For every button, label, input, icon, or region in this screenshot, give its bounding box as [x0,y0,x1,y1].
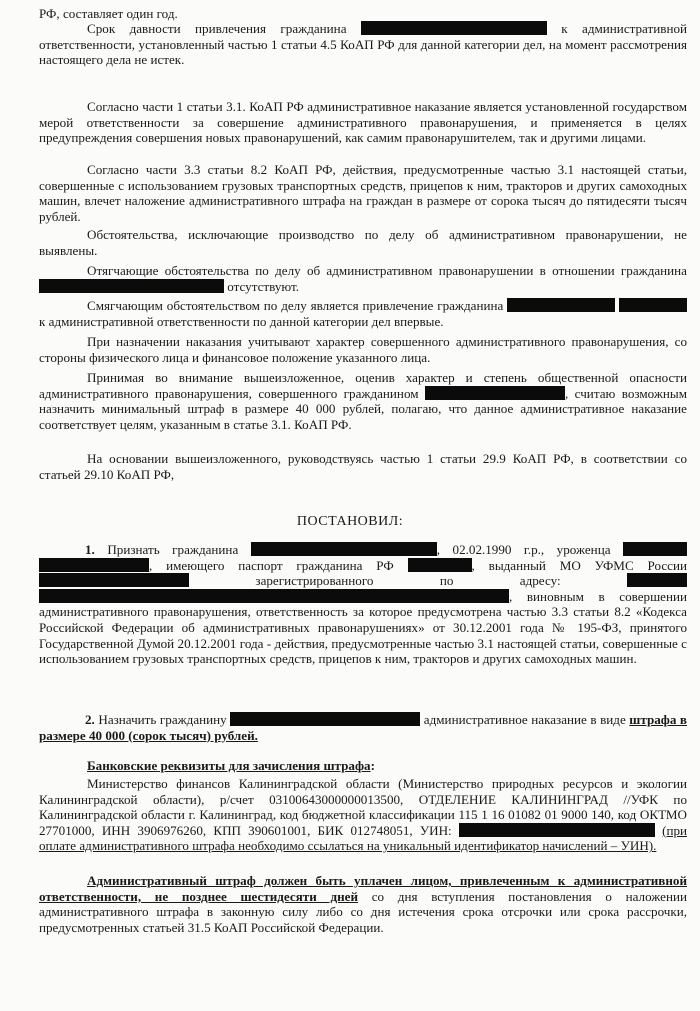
paragraph-considering: Принимая во внимание вышеизложенное, оценив характер и степень общественной опасности административного правонарушения, совершенного гражданином , считаю возможным назначить минимальный штраф в размере 40 000 рублей, полагаю, что данное административное наказание соответствует целям, указанным в статье 3.1. КоАП РФ. [39,370,687,432]
paragraph-excluding-circumstances: Обстоятельства, исключающие производство по делу об административном правонарушении, не выявлены. [39,227,687,258]
redacted-name [251,542,437,556]
redacted-uin [459,823,655,837]
resolution-item-2: 2. Назначить гражданину административное наказание в виде штрафа в размере 40 000 (сорок тысяч) рублей. [39,712,687,743]
redacted-name [230,712,420,726]
redacted-name-continued [619,298,687,312]
bank-details: Министерство финансов Калининградской области (Министерство природных ресурсов и экологии Калининградской области), р/счет 03100643000000013500, ОТДЕЛЕНИЕ КАЛИНИНГРАД //УФК по Калининградской области г. Калининград, код бюджетной классификации 115 1 16 01082 01 9000 140, код ОКТМО 27701000, ИНН 3906976260, КПП 390601001, БИК 012748051, УИН: (при оплате административного штрафа необходимо ссылаться на уникальный идентификатор начислений – УИН). [39,776,687,854]
redacted-address [627,573,687,587]
payment-deadline: Административный штраф должен быть уплачен лицом, привлеченным к административной ответственности, не позднее шестидесяти дней со дня вступления постановления о наложении административного штрафа в законную силу либо со дня истечения срока отсрочки или срока рассрочки, предусмотренных статьей 31.5 КоАП Российской Федерации. [39,873,688,935]
paragraph-based-on: На основании вышеизложенного, руководствуясь частью 1 статьи 29.9 КоАП РФ, в соответствии со статьей 29.10 КоАП РФ, [39,451,687,482]
paragraph-sentencing: При назначении наказания учитывают характер совершенного административного правонарушения, со стороны физического лица и финансовое положение указанного лица. [39,334,687,365]
resolution-item-1: 1. Признать гражданина , 02.02.1990 г.р., уроженца , имеющего паспорт гражданина РФ , выданный МО УФМС России зарегистрированного по адресу: , виновным в совершении административного правонарушения, ответственность за которое предусмотрена частью 3.3 статьи 8.2 «Кодекса Российской Федерации об административных правонарушениях» от 30.12.2001 года № 195-ФЗ, принятого Государственной Думой 20.12.2001 года - действия, предусмотренные частью 3.1 настоящей статьи, совершенные с использованием грузовых транспортных средств, прицепов к ним, тракторов и других самоходных машин. [39,542,687,667]
paragraph-aggravating: Отягчающие обстоятельства по делу об административном правонарушении в отношении гражданина отсутствуют. [39,263,687,294]
paragraph-limitation-period: Срок давности привлечения гражданина к административной ответственности, установленный частью 1 статьи 4.5 КоАП РФ для данной категории дел, на момент рассмотрения настоящего дела не истек. [39,21,688,68]
redacted-name [425,386,565,400]
bank-details-heading: Банковские реквизиты для зачисления штрафа: [87,758,375,773]
redacted-birthplace-continued [39,558,149,572]
redacted-issuer [39,573,189,587]
paragraph-continuation: РФ, составляет один год. [39,6,178,21]
redacted-name [507,298,615,312]
redacted-birthplace [623,542,687,556]
redacted-name [39,279,224,293]
paragraph-article-8-2: Согласно части 3.3 статьи 8.2 КоАП РФ, действия, предусмотренные частью 3.1 настоящей статьи, совершенные с использованием грузовых транспортных средств, прицепов к ним, тракторов и других самоходных машин, влечет наложение административного штрафа на граждан в размере от сорока тысяч до пятидесяти тысяч рублей. [39,162,687,224]
redacted-passport [408,558,472,572]
paragraph-mitigating: Смягчающим обстоятельством по делу является привлечение гражданина к административной ответственности по данной категории дел впервые. [39,298,687,329]
redacted-address-continued [39,589,509,603]
redacted-name [361,21,547,35]
section-title: ПОСТАНОВИЛ: [296,514,404,529]
paragraph-article-3-1: Согласно части 1 статьи 3.1. КоАП РФ административное наказание является установленной государством мерой ответственности за совершение административного правонарушения, и применяется в целях предупреждения совершения новых правонарушений, как самим правонарушителем, так и другими лицами. [39,99,687,146]
